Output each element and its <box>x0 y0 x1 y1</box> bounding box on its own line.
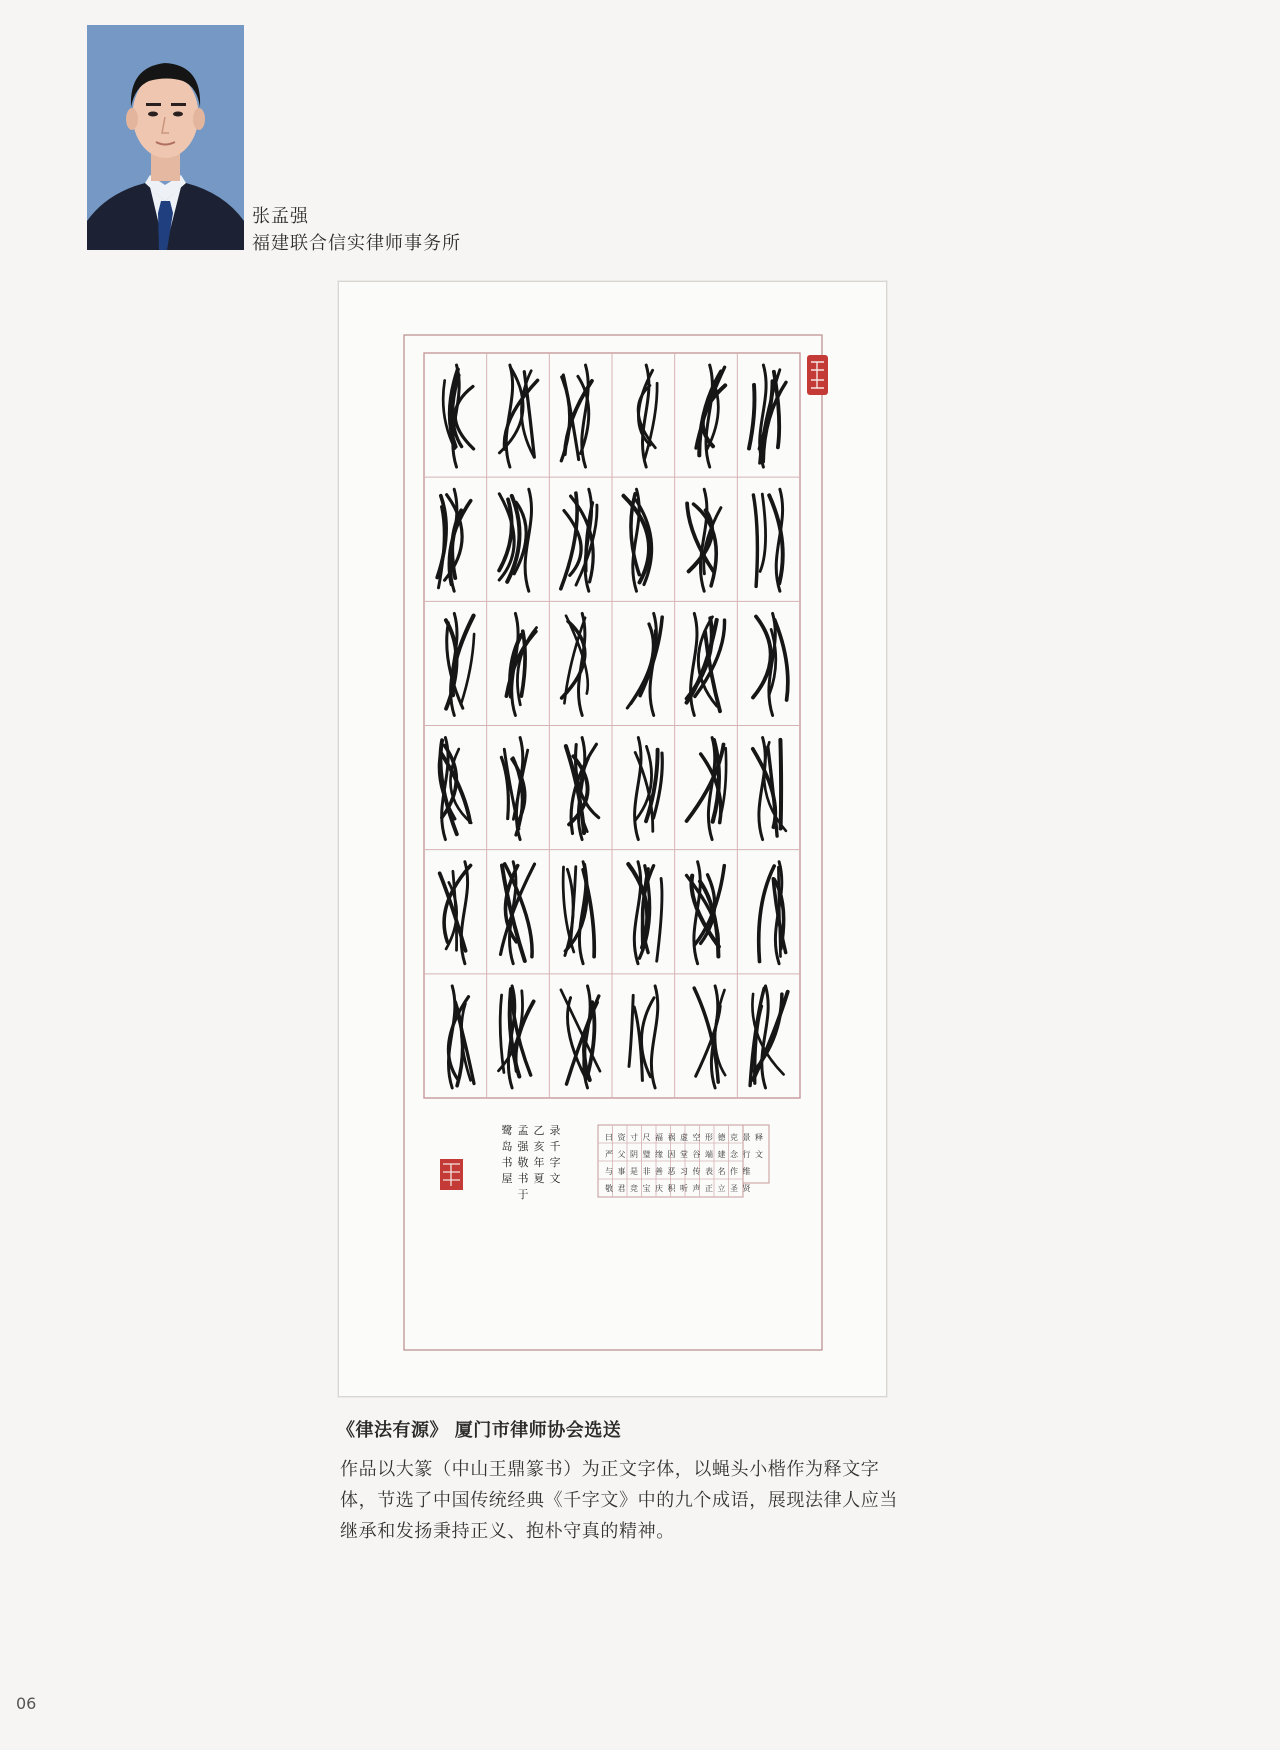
transcription-character: 非 <box>642 1167 651 1176</box>
transcription-character: 璧 <box>642 1150 651 1159</box>
transcription-character: 资 <box>617 1133 626 1142</box>
seal-script-character <box>561 986 600 1088</box>
transcription-character: 建 <box>717 1150 726 1159</box>
seal-script-character <box>499 365 537 467</box>
transcription-character: 德 <box>717 1133 726 1142</box>
transcription-character: 曰 <box>605 1133 613 1142</box>
inscription-character: 文 <box>549 1172 561 1185</box>
seal-stamp-bottom <box>440 1159 463 1190</box>
transcription-character: 行 <box>742 1150 751 1159</box>
seal-script-character <box>501 862 535 964</box>
author-firm: 福建联合信实律师事务所 <box>252 233 461 254</box>
calligraphy-artwork <box>338 281 887 1397</box>
transcription-character: 缘 <box>655 1150 663 1159</box>
seal-script-character <box>562 613 588 715</box>
transcription-character: 阴 <box>630 1150 638 1159</box>
seal-script-character <box>499 986 534 1088</box>
seal-script-character <box>448 986 474 1088</box>
transcription-character: 恶 <box>667 1167 676 1176</box>
transcription-character: 宝 <box>642 1184 651 1193</box>
transcription-character: 敬 <box>605 1184 613 1193</box>
transcription-character: 圣 <box>730 1184 738 1193</box>
seal-script-character <box>627 613 662 715</box>
seal-script-character <box>624 489 652 591</box>
seal-script-character <box>440 862 471 964</box>
transcription-character: 形 <box>705 1133 713 1142</box>
transcription-character: 传 <box>692 1167 701 1176</box>
seal-script-character <box>501 738 527 840</box>
inscription-character: 书 <box>517 1172 529 1185</box>
seal-script-character <box>566 738 599 840</box>
transcription-character: 竞 <box>630 1184 638 1193</box>
seal-script-character <box>687 613 725 715</box>
seal-script-character <box>750 986 788 1088</box>
inscription-character: 鹭 <box>501 1124 513 1137</box>
inscription-character: 孟 <box>517 1124 529 1137</box>
author-portrait-photo <box>87 25 244 250</box>
transcription-character: 表 <box>705 1167 713 1176</box>
seal-script-character <box>561 365 592 467</box>
page-number: 06 <box>16 1694 37 1713</box>
seal-script-character <box>753 613 788 715</box>
seal-script-character <box>506 613 536 715</box>
seal-script-character <box>561 489 597 591</box>
artwork-description: 作品以大篆（中山王鼎篆书）为正文字体，以蝇头小楷作为释文字体，节选了中国传统经典《千字文》中的九个成语，展现法律人应当继承和发扬秉持正义、抱朴守真的精神。 <box>340 1459 898 1542</box>
seal-script-character <box>629 986 658 1088</box>
transcription-character: 景 <box>742 1133 751 1142</box>
seal-script-character <box>687 738 727 840</box>
transcription-character: 是 <box>630 1167 638 1176</box>
seal-script-character <box>446 613 474 715</box>
seal-script-character <box>694 986 725 1088</box>
seal-script-character <box>753 489 782 591</box>
seal-script-character <box>687 862 725 964</box>
inscription-character: 书 <box>501 1156 513 1169</box>
transcription-character: 正 <box>705 1184 713 1193</box>
seal-stamp-top <box>807 355 828 395</box>
transcription-character: 作 <box>730 1167 738 1176</box>
inscription-character: 岛 <box>501 1140 513 1153</box>
seal-script-character <box>635 738 663 840</box>
transcription-character: 与 <box>605 1167 613 1176</box>
inscription-character: 录 <box>549 1124 561 1137</box>
seal-script-character <box>628 862 662 964</box>
inscription-character: 乙 <box>533 1124 545 1137</box>
transcription-character: 君 <box>617 1184 626 1193</box>
transcription-character: 祸 <box>667 1133 676 1142</box>
calligraphy-artwork-image <box>339 282 886 1396</box>
artwork-title: 《律法有源》 厦门市律师协会选送 <box>337 1420 622 1441</box>
author-name: 张孟强 <box>252 206 309 227</box>
transcription-character: 习 <box>680 1167 688 1176</box>
seal-script-character <box>443 365 473 467</box>
transcription-character: 念 <box>730 1150 738 1159</box>
transcription-character: 空 <box>692 1133 701 1142</box>
inscription-character: 年 <box>533 1156 545 1169</box>
transcription-character: 端 <box>705 1150 713 1159</box>
seal-script-character <box>759 862 786 964</box>
transcription-character: 尺 <box>642 1133 651 1142</box>
transcription-character: 维 <box>742 1167 751 1176</box>
transcription-character: 贤 <box>742 1184 751 1193</box>
seal-script-character <box>687 489 721 591</box>
seal-script-character <box>753 738 786 840</box>
transcription-character: 听 <box>680 1184 688 1193</box>
transcription-character: 寸 <box>630 1133 638 1142</box>
transcription-character: 虚 <box>680 1133 688 1142</box>
inscription-character: 字 <box>549 1156 561 1169</box>
transcription-character: 声 <box>692 1184 701 1193</box>
inscription-character: 敬 <box>517 1156 529 1169</box>
inscription-character: 千 <box>549 1140 561 1153</box>
inscription-character: 屋 <box>501 1172 513 1185</box>
seal-script-character <box>437 489 471 591</box>
transcription-character: 父 <box>617 1150 626 1159</box>
seal-script-character <box>439 738 471 840</box>
seal-script-character <box>563 862 594 964</box>
transcription-character: 名 <box>717 1167 726 1176</box>
seal-script-character <box>696 365 725 467</box>
transcription-character: 福 <box>655 1133 663 1142</box>
inscription-character: 强 <box>517 1140 529 1153</box>
transcription-character: 谷 <box>692 1150 701 1159</box>
transcription-character: 立 <box>717 1184 726 1193</box>
inscription-character: 夏 <box>533 1172 545 1185</box>
seal-script-character <box>499 489 531 591</box>
inscription-character: 于 <box>517 1188 529 1201</box>
inscription-character: 亥 <box>533 1140 545 1153</box>
transcription-character: 事 <box>617 1167 626 1176</box>
seal-script-character <box>638 365 657 467</box>
transcription-character: 堂 <box>680 1150 688 1159</box>
transcription-character: 善 <box>655 1167 663 1176</box>
transcription-character: 克 <box>730 1133 738 1142</box>
transcription-character: 文 <box>755 1150 763 1159</box>
seal-script-character <box>749 365 786 467</box>
transcription-character: 庆 <box>655 1184 663 1193</box>
transcription-character: 严 <box>605 1150 613 1159</box>
transcription-character: 释 <box>755 1133 763 1142</box>
transcription-character: 因 <box>667 1150 676 1159</box>
transcription-character: 积 <box>667 1184 676 1193</box>
